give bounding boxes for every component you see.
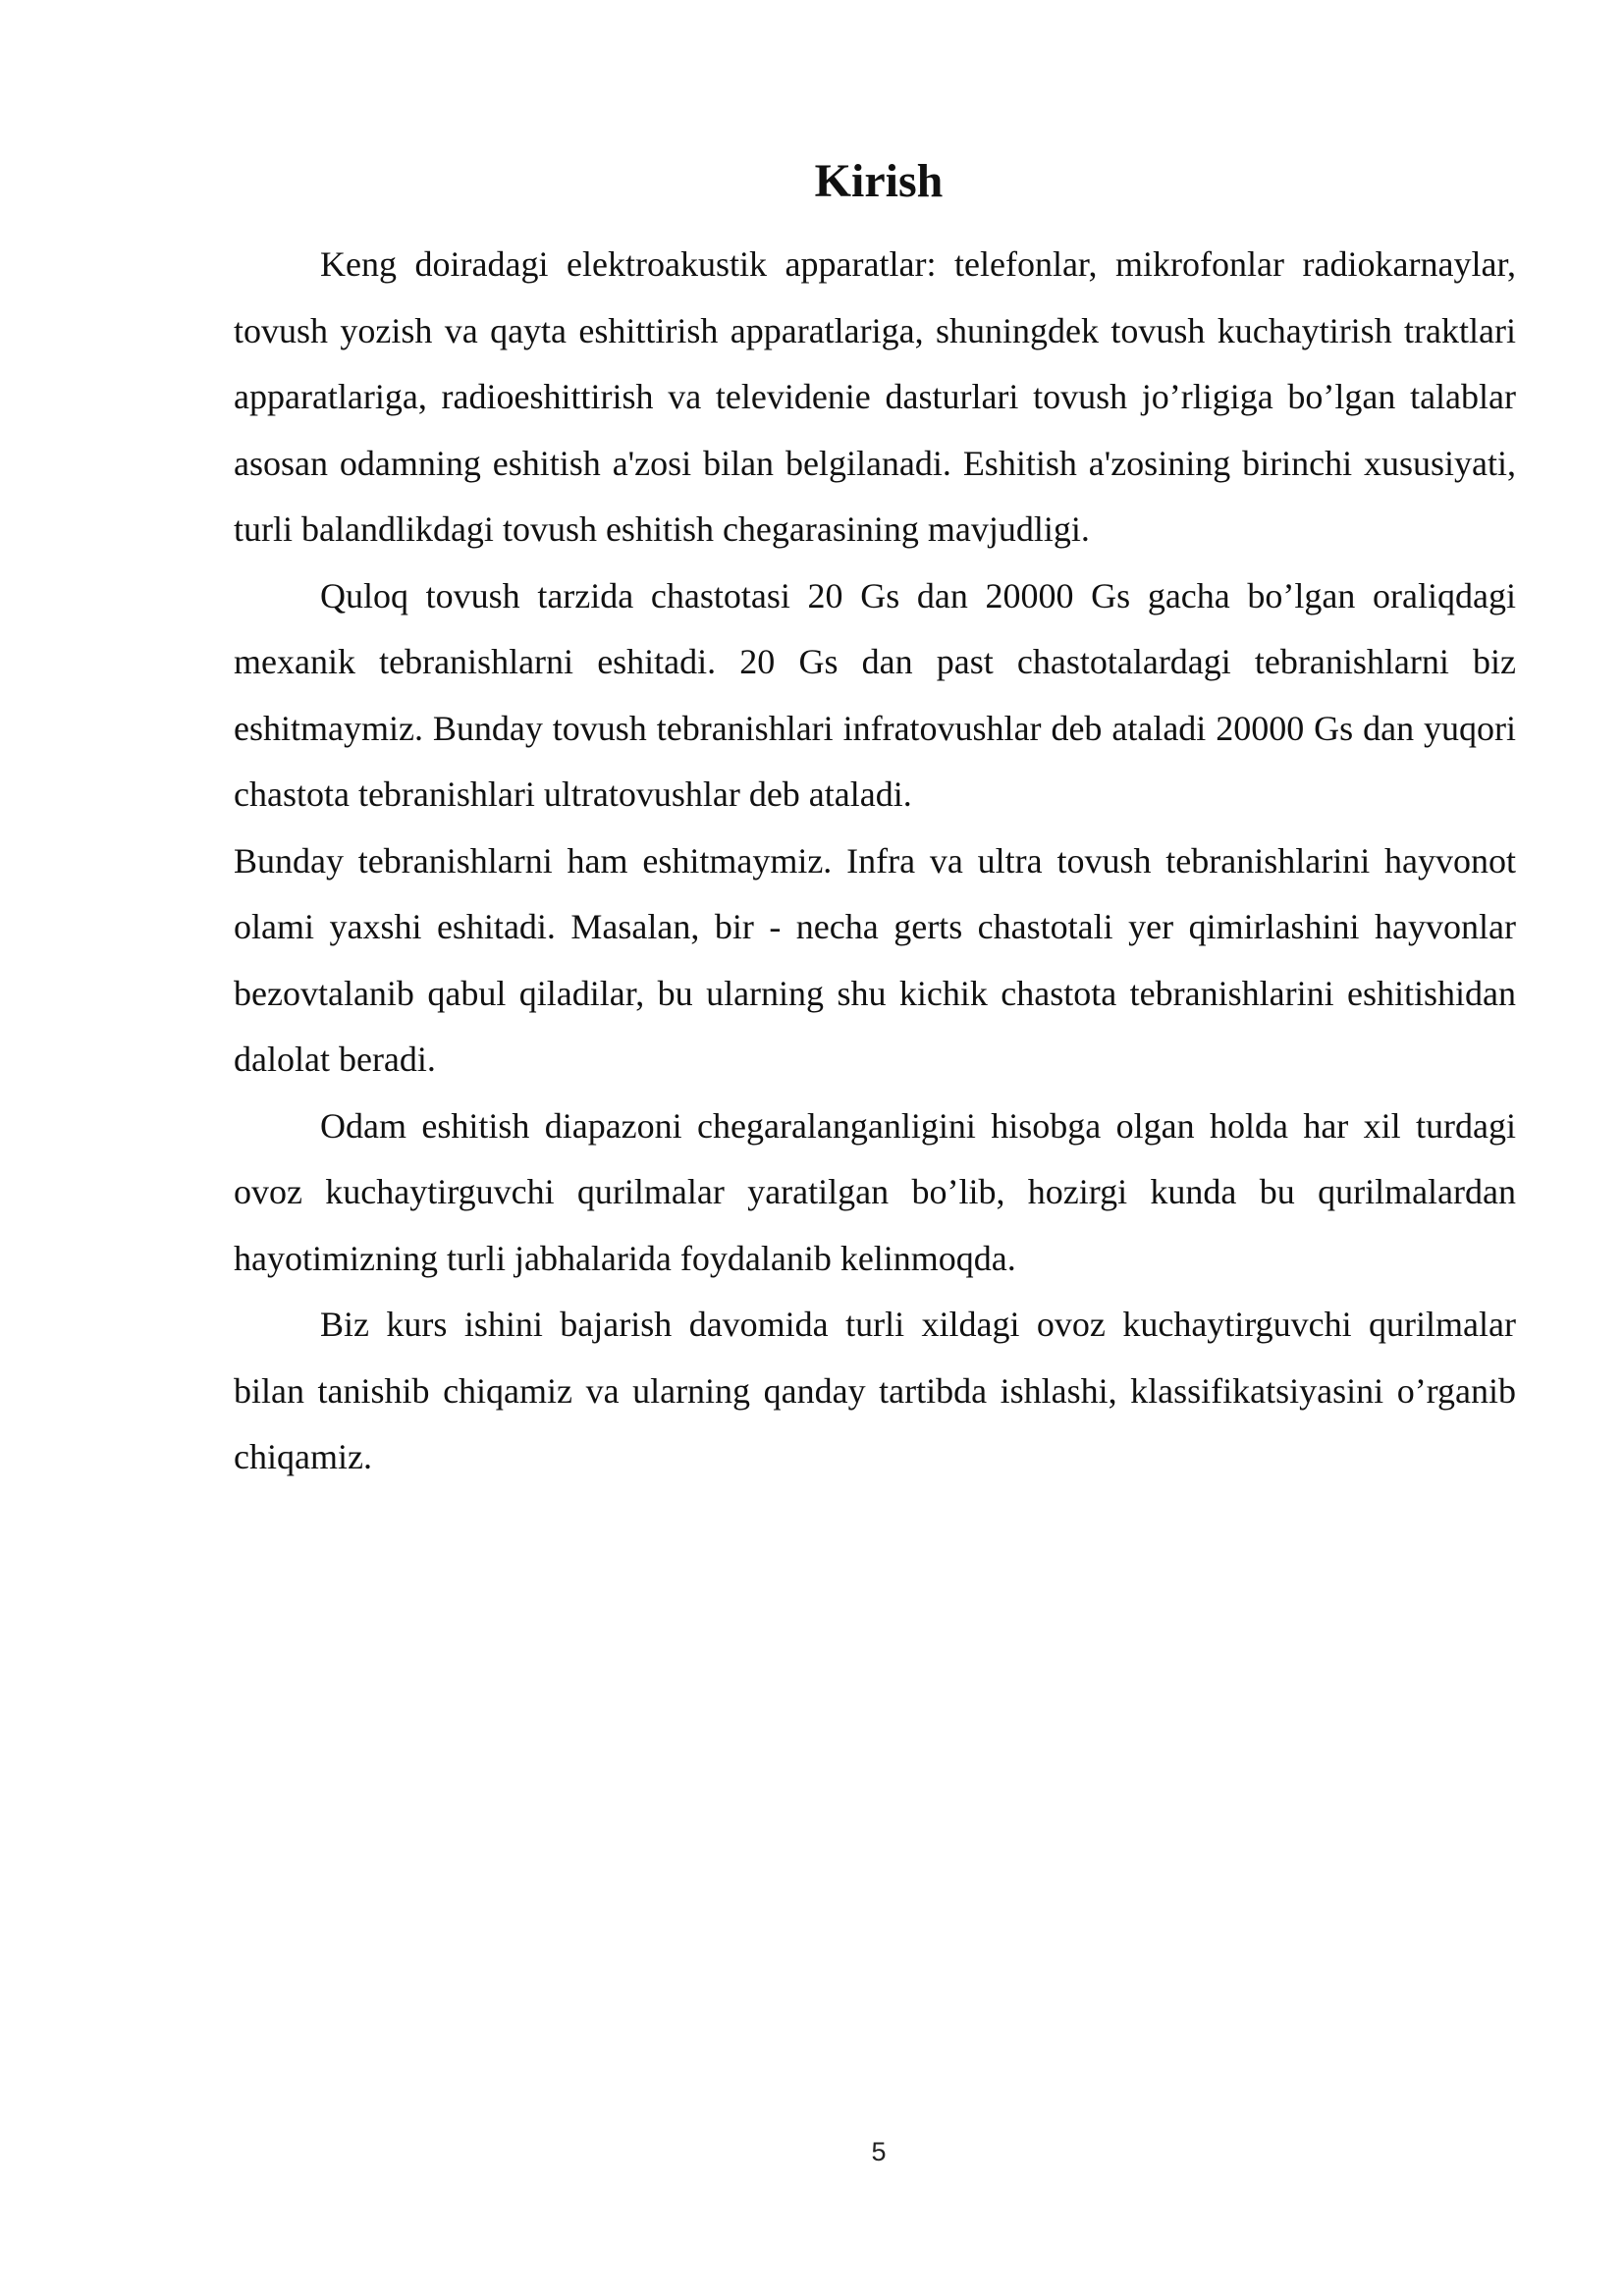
paragraph-animals: Bunday tebranishlarni ham eshitmaymiz. Infra va ultra tovush tebranishlarini hayvonot olami yaxshi eshitadi. Masalan, bir - necha gerts chastotali yer qimirlashini hayvonlar bezovtalanib qabul qiladilar, bu ularning shu kichik chastota tebranishlarini eshitishidan dalolat beradi.	[234, 840, 1516, 1079]
paragraph-intro: Keng doiradagi elektroakustik apparatlar: telefonlar, mikrofonlar radiokarnaylar, tovush yozish va qayta eshittirish apparatlariga, shuningdek tovush kuchaytirish traktlari apparatlariga, radioeshittirish va televidenie dasturlari tovush jo’rligiga bo’lgan talablar asosan odamning eshitish a'zosi bilan belgilanadi. Eshitish a'zosining birinchi xususiyati, turli balandlikdagi tovush eshitish chegarasining mavjudligi.	[234, 244, 1516, 549]
page-title: Kirish	[814, 155, 944, 207]
page-number: 5	[871, 2137, 887, 2166]
paragraph-course-work: Biz kurs ishini bajarish davomida turli xildagi ovoz kuchaytirguvchi qurilmalar bilan tanishib chiqamiz va ularning qanday tartibda ishlashi, klassifikatsiyasini o’rganib chiqamiz.	[234, 1305, 1516, 1476]
paragraph-amplifiers: Odam eshitish diapazoni chegaralanganligini hisobga olgan holda har xil turdagi ovoz kuchaytirguvchi qurilmalar yaratilgan bo’lib, hozirgi kunda bu qurilmalardan hayotimizning turli jabhalarida foydalanib kelinmoqda.	[234, 1105, 1516, 1278]
document-body	[234, 232, 1516, 1491]
paragraph-hearing-range: Quloq tovush tarzida chastotasi 20 Gs dan 20000 Gs gacha bo’lgan oraliqdagi mexanik tebranishlarni eshitadi. 20 Gs dan past chastotalardagi tebranishlarni biz eshitmaymiz. Bunday tovush tebranishlari infratovushlar deb ataladi 20000 Gs dan yuqori chastota tebranishlari ultratovushlar deb ataladi.	[234, 575, 1516, 814]
